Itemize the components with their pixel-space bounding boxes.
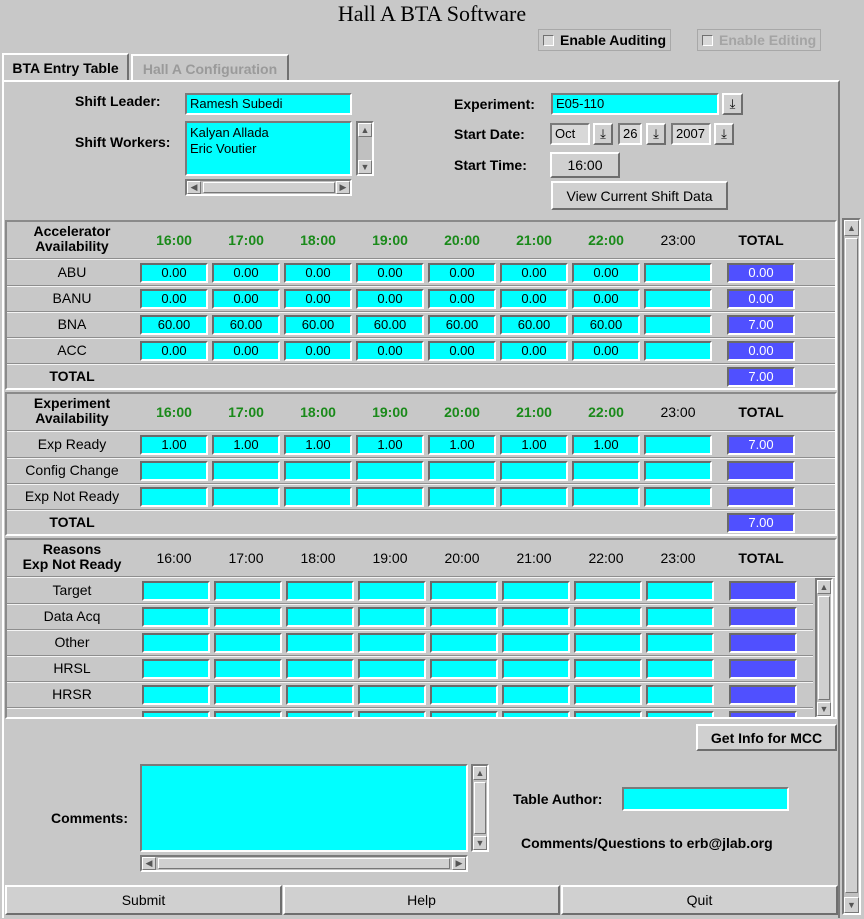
hour-cell[interactable]	[646, 711, 714, 719]
row-divider	[7, 603, 813, 605]
enable-auditing-label: Enable Auditing	[560, 32, 667, 48]
hour-cell[interactable]	[284, 461, 352, 481]
grand-total-cell: 7.00	[727, 513, 795, 533]
month-field[interactable]: Oct	[550, 123, 590, 145]
hour-cell[interactable]	[358, 633, 426, 653]
view-current-shift-data-button[interactable]: View Current Shift Data	[551, 181, 728, 210]
hour-cell[interactable]	[430, 581, 498, 601]
chevron-down-icon: ⤓	[600, 126, 606, 141]
row-divider	[7, 509, 835, 511]
quit-button[interactable]: Quit	[561, 885, 838, 915]
hour-cell[interactable]	[646, 633, 714, 653]
hour-cell[interactable]	[572, 461, 640, 481]
hour-header: 23:00	[660, 404, 696, 420]
hour-cell[interactable]	[358, 659, 426, 679]
hour-header: 18:00	[300, 232, 336, 248]
hour-cell[interactable]	[430, 607, 498, 627]
hour-cell[interactable]: 0.00	[140, 289, 208, 309]
scroll-thumb[interactable]	[158, 858, 450, 869]
hour-cell[interactable]	[644, 461, 712, 481]
hour-cell[interactable]	[284, 487, 352, 507]
hour-header: 17:00	[228, 232, 264, 248]
get-info-for-mcc-button[interactable]: Get Info for MCC	[696, 724, 837, 751]
comments-hscrollbar[interactable]	[140, 855, 468, 872]
hour-cell[interactable]: 0.00	[356, 263, 424, 283]
hour-cell[interactable]	[574, 711, 642, 719]
table-author-input[interactable]	[622, 787, 789, 811]
row-divider	[7, 258, 835, 260]
hour-header: 16:00	[156, 404, 192, 420]
hour-cell[interactable]	[286, 685, 354, 705]
hour-cell[interactable]: 1.00	[572, 435, 640, 455]
accelerator-availability-table	[5, 220, 837, 390]
app-title: Hall A BTA Software	[337, 1, 527, 26]
row-label: Data Acq	[43, 608, 101, 624]
row-divider	[7, 363, 835, 365]
hour-cell[interactable]: 60.00	[284, 315, 352, 335]
hour-cell[interactable]: 0.00	[284, 341, 352, 361]
hour-cell[interactable]	[142, 711, 210, 719]
total-row-label: TOTAL	[49, 514, 95, 530]
hour-cell[interactable]: 0.00	[572, 289, 640, 309]
hour-header: 16:00	[156, 550, 192, 566]
total-cell	[729, 633, 797, 653]
hour-header: 19:00	[372, 232, 408, 248]
row-label: Target	[52, 582, 92, 598]
hour-cell[interactable]	[214, 685, 282, 705]
hour-cell[interactable]: 0.00	[284, 289, 352, 309]
row-label: ACC	[57, 342, 87, 358]
hour-cell[interactable]: 1.00	[140, 435, 208, 455]
total-cell	[729, 581, 797, 601]
experiment-input[interactable]: E05-110	[551, 93, 719, 115]
checkbox-box	[543, 35, 554, 46]
year-field[interactable]: 2007	[671, 123, 711, 145]
total-cell	[729, 711, 797, 719]
row-label: Other	[54, 634, 90, 650]
row-label: BNA	[57, 316, 87, 332]
shift-leader-label: Shift Leader:	[75, 93, 161, 109]
hour-cell[interactable]: 0.00	[500, 289, 568, 309]
row-label: ABU	[57, 264, 87, 280]
hour-cell[interactable]: 0.00	[428, 289, 496, 309]
hour-cell[interactable]	[286, 711, 354, 719]
hour-cell[interactable]	[644, 435, 712, 455]
hour-cell[interactable]	[214, 581, 282, 601]
row-divider	[7, 655, 813, 657]
experiment-dropdown-button[interactable]	[722, 93, 743, 115]
total-header: TOTAL	[738, 404, 784, 420]
total-header: TOTAL	[738, 550, 784, 566]
scroll-left-icon[interactable]: ◀	[142, 857, 156, 870]
hour-cell[interactable]	[142, 607, 210, 627]
row-label: BANU	[52, 290, 92, 306]
row-divider	[7, 576, 835, 578]
row-divider	[7, 337, 835, 339]
hour-cell[interactable]	[356, 487, 424, 507]
hour-cell[interactable]	[644, 289, 712, 309]
checkbox-box	[702, 35, 713, 46]
row-label: Config Change	[25, 462, 119, 478]
hour-cell[interactable]	[644, 487, 712, 507]
row-label: HRSR	[52, 686, 92, 702]
hour-header: 22:00	[588, 404, 624, 420]
hour-cell[interactable]: 60.00	[500, 315, 568, 335]
hour-cell[interactable]: 1.00	[212, 435, 280, 455]
hour-header: 20:00	[444, 404, 480, 420]
hour-cell[interactable]	[214, 633, 282, 653]
hour-cell[interactable]: 60.00	[212, 315, 280, 335]
hour-cell[interactable]: 0.00	[212, 289, 280, 309]
hour-cell[interactable]	[428, 487, 496, 507]
row-divider	[7, 707, 813, 709]
hour-cell[interactable]	[428, 461, 496, 481]
comments-label: Comments:	[51, 810, 129, 826]
comments-vscrollbar[interactable]	[471, 764, 489, 852]
hour-header: 18:00	[300, 404, 336, 420]
chevron-down-icon: ⤓	[729, 96, 736, 111]
scroll-left-icon[interactable]: ◀	[187, 181, 201, 194]
hour-cell[interactable]: 60.00	[428, 315, 496, 335]
hour-cell[interactable]	[214, 659, 282, 679]
hour-cell[interactable]: 0.00	[140, 341, 208, 361]
tab-bta-entry-table[interactable]: BTA Entry Table	[2, 53, 129, 80]
hour-cell[interactable]	[500, 487, 568, 507]
hour-cell[interactable]	[212, 487, 280, 507]
scroll-thumb[interactable]	[818, 596, 830, 700]
hour-cell[interactable]: 60.00	[140, 315, 208, 335]
scroll-up-icon[interactable]: ▲	[844, 220, 859, 236]
row-divider	[7, 483, 835, 485]
main-vscrollbar[interactable]	[842, 218, 861, 915]
experiment-label: Experiment:	[454, 96, 535, 112]
hour-cell[interactable]: 0.00	[356, 341, 424, 361]
scroll-thumb[interactable]	[845, 238, 858, 893]
scroll-up-icon[interactable]: ▲	[473, 766, 487, 780]
row-divider	[7, 681, 813, 683]
enable-auditing-checkbox[interactable]	[538, 29, 671, 51]
hour-cell[interactable]: 0.00	[500, 263, 568, 283]
hour-cell[interactable]	[502, 659, 570, 679]
row-label: Exp Not Ready	[24, 488, 120, 504]
hour-cell[interactable]	[646, 659, 714, 679]
submit-button[interactable]: Submit	[5, 885, 282, 915]
row-label: HRSL	[53, 660, 91, 676]
hour-cell[interactable]	[644, 341, 712, 361]
hour-cell[interactable]: 60.00	[356, 315, 424, 335]
hour-cell[interactable]	[644, 263, 712, 283]
table-author-label: Table Author:	[513, 791, 603, 807]
hour-cell[interactable]: 60.00	[572, 315, 640, 335]
hour-cell[interactable]	[574, 659, 642, 679]
total-cell: 7.00	[727, 435, 795, 455]
scroll-thumb[interactable]	[474, 782, 486, 834]
row-divider	[7, 457, 835, 459]
hour-cell[interactable]: 0.00	[140, 263, 208, 283]
hour-cell[interactable]	[574, 607, 642, 627]
year-dropdown-button[interactable]	[714, 123, 734, 145]
hour-cell[interactable]	[358, 685, 426, 705]
comments-textarea[interactable]	[140, 764, 468, 852]
contact-text: Comments/Questions to erb@jlab.org	[521, 835, 773, 851]
hour-cell[interactable]	[502, 607, 570, 627]
scroll-right-icon[interactable]: ▶	[452, 857, 466, 870]
day-dropdown-button[interactable]	[646, 123, 666, 145]
hour-header: 19:00	[372, 550, 408, 566]
hour-header: 18:00	[300, 550, 336, 566]
hour-cell[interactable]	[214, 607, 282, 627]
hour-header: 20:00	[444, 232, 480, 248]
total-row-label: TOTAL	[49, 368, 95, 384]
hour-cell[interactable]: 0.00	[428, 263, 496, 283]
hour-cell[interactable]	[500, 461, 568, 481]
hour-cell[interactable]	[286, 581, 354, 601]
scroll-down-icon[interactable]: ▼	[358, 160, 372, 174]
hour-header: 20:00	[444, 550, 480, 566]
hour-cell[interactable]	[430, 633, 498, 653]
hour-header: 23:00	[660, 232, 696, 248]
hour-header: 16:00	[156, 232, 192, 248]
hour-cell[interactable]: 1.00	[284, 435, 352, 455]
row-divider	[7, 430, 835, 432]
hour-cell[interactable]	[142, 685, 210, 705]
scroll-up-icon[interactable]: ▲	[358, 123, 372, 137]
hour-header: 17:00	[228, 550, 264, 566]
hour-cell[interactable]: 0.00	[284, 263, 352, 283]
total-cell	[729, 659, 797, 679]
total-cell	[727, 487, 795, 507]
month-dropdown-button[interactable]	[593, 123, 613, 145]
scroll-right-icon[interactable]: ▶	[336, 181, 350, 194]
hour-cell[interactable]: 0.00	[572, 341, 640, 361]
section-header: Experiment Availability	[33, 395, 111, 426]
shift-workers-label: Shift Workers:	[75, 134, 171, 150]
hour-cell[interactable]	[214, 711, 282, 719]
hour-cell[interactable]	[502, 581, 570, 601]
scroll-thumb[interactable]	[203, 182, 335, 193]
hour-cell[interactable]	[502, 711, 570, 719]
shift-workers-textarea[interactable]: Kalyan Allada Eric Voutier	[185, 121, 352, 176]
section-header: Accelerator Availability	[33, 223, 111, 254]
hour-cell[interactable]	[574, 685, 642, 705]
scroll-down-icon[interactable]: ▼	[817, 702, 831, 716]
hour-cell[interactable]	[286, 633, 354, 653]
hour-header: 21:00	[516, 550, 552, 566]
hour-cell[interactable]	[142, 633, 210, 653]
hour-cell[interactable]	[358, 711, 426, 719]
row-divider	[7, 285, 835, 287]
hour-cell[interactable]	[212, 461, 280, 481]
hour-cell[interactable]	[142, 581, 210, 601]
reasons-exp-not-ready-table	[5, 538, 837, 719]
shift-workers-hscrollbar[interactable]	[185, 179, 352, 196]
hour-cell[interactable]: 1.00	[500, 435, 568, 455]
hour-cell[interactable]: 0.00	[500, 341, 568, 361]
hour-cell[interactable]	[140, 487, 208, 507]
hour-cell[interactable]	[430, 711, 498, 719]
hour-header: 23:00	[660, 550, 696, 566]
enable-editing-checkbox[interactable]	[697, 29, 821, 51]
hour-cell[interactable]	[646, 581, 714, 601]
help-button[interactable]: Help	[283, 885, 560, 915]
total-header: TOTAL	[738, 232, 784, 248]
hour-header: 21:00	[516, 232, 552, 248]
hour-header: 22:00	[588, 550, 624, 566]
total-cell: 7.00	[727, 315, 795, 335]
tab-hall-a-configuration[interactable]: Hall A Configuration	[131, 54, 289, 80]
hour-cell[interactable]	[502, 685, 570, 705]
reasons-vscrollbar[interactable]	[815, 578, 833, 718]
hour-cell[interactable]	[502, 633, 570, 653]
hour-header: 22:00	[588, 232, 624, 248]
hour-cell[interactable]	[646, 685, 714, 705]
hour-cell[interactable]: 0.00	[212, 263, 280, 283]
scroll-down-icon[interactable]: ▼	[473, 836, 487, 850]
enable-editing-label: Enable Editing	[719, 32, 817, 48]
hour-cell[interactable]	[574, 633, 642, 653]
day-field[interactable]: 26	[618, 123, 642, 145]
section-header: Reasons Exp Not Ready	[22, 541, 122, 572]
hour-cell[interactable]	[572, 487, 640, 507]
grand-total-cell: 7.00	[727, 367, 795, 387]
hour-cell[interactable]	[358, 581, 426, 601]
row-divider	[7, 311, 835, 313]
hour-header: 21:00	[516, 404, 552, 420]
start-time-button[interactable]: 16:00	[550, 152, 620, 178]
start-date-label: Start Date:	[454, 126, 525, 142]
shift-workers-vscrollbar[interactable]	[356, 121, 374, 176]
hour-header: 19:00	[372, 404, 408, 420]
chevron-down-icon: ⤓	[653, 126, 659, 141]
hour-cell[interactable]	[430, 685, 498, 705]
total-cell	[729, 685, 797, 705]
row-divider	[7, 629, 813, 631]
start-time-label: Start Time:	[454, 157, 527, 173]
hour-cell[interactable]	[286, 659, 354, 679]
hour-cell[interactable]	[286, 607, 354, 627]
hour-cell[interactable]: 1.00	[428, 435, 496, 455]
hour-cell[interactable]	[644, 315, 712, 335]
hour-cell[interactable]: 0.00	[572, 263, 640, 283]
hour-cell[interactable]	[574, 581, 642, 601]
hour-cell[interactable]: 1.00	[356, 435, 424, 455]
scroll-up-icon[interactable]: ▲	[817, 580, 831, 594]
hour-cell[interactable]: 0.00	[356, 289, 424, 309]
hour-cell[interactable]	[142, 659, 210, 679]
hour-cell[interactable]	[430, 659, 498, 679]
total-cell	[727, 461, 795, 481]
hour-cell[interactable]	[646, 607, 714, 627]
total-cell: 0.00	[727, 289, 795, 309]
hour-cell[interactable]	[140, 461, 208, 481]
hour-cell[interactable]	[356, 461, 424, 481]
chevron-down-icon: ⤓	[721, 126, 727, 141]
experiment-availability-table	[5, 392, 837, 536]
total-cell: 0.00	[727, 263, 795, 283]
total-cell: 0.00	[727, 341, 795, 361]
hour-cell[interactable]: 0.00	[212, 341, 280, 361]
row-label: Exp Ready	[37, 436, 107, 452]
total-cell	[729, 607, 797, 627]
hour-cell[interactable]	[358, 607, 426, 627]
scroll-down-icon[interactable]: ▼	[844, 897, 859, 913]
hour-header: 17:00	[228, 404, 264, 420]
hour-cell[interactable]: 0.00	[428, 341, 496, 361]
shift-leader-input[interactable]: Ramesh Subedi	[185, 93, 352, 115]
